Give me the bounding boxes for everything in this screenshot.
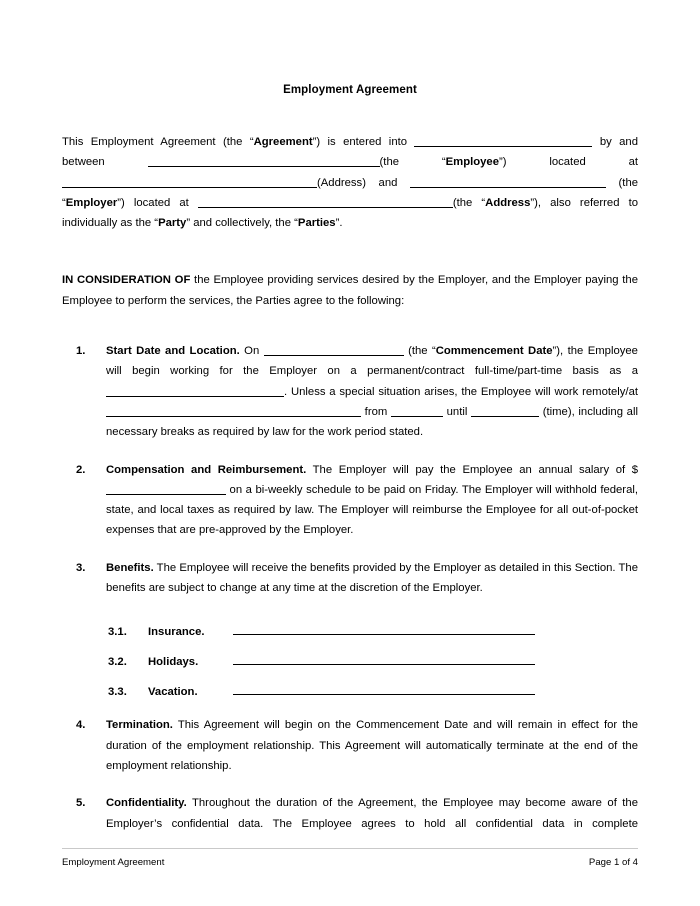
subclause-holidays [62,653,638,668]
subclause-label: Holidays. [148,656,199,669]
clause5-text-1: Throughout the duration of the Agreement, the Employee may become aware of the Employer’s confidential data. The Employee agrees to hold all confidential data in complete [106,797,638,830]
blank-employer-name[interactable] [410,175,606,188]
clause-body [106,341,638,442]
clause1-text-4: . Unless a special situation arises, the Employee will work remotely/at [284,385,638,398]
clause1-text-7: (time), including all necessary breaks as required by law for the work period stated. [106,405,638,439]
parties-paragraph [62,96,638,233]
subclause-insurance [62,623,638,638]
blank-work-location[interactable] [106,404,361,417]
blank-employee-address[interactable] [62,175,317,188]
clause-body [106,460,638,541]
parties-text-7: (the “ [62,176,639,209]
clause1-text-6: until [442,405,472,418]
parties-text-6: (Address) and [317,176,410,189]
footer-document-name: Employment Agreement [62,857,165,868]
term-parties: Parties [297,217,336,230]
blank-employment-basis[interactable] [106,384,284,397]
term-employer: Employer [65,196,118,209]
parties-text-10: ”), also referred to individually as the “ [62,196,638,230]
parties-text-8: ”) located at [117,196,198,209]
blank-start-time[interactable] [391,404,443,417]
clause-number: 1. [76,345,86,358]
consideration-text: the Employee providing services desired by the Employer, and the Employer paying the Employee to perform the services, the Parties agree to the following: [62,274,638,307]
subclause-number: 3.2. [108,656,127,669]
blank-employee-name[interactable] [148,154,380,167]
benefits-subclause-list [62,615,638,715]
clause-number: 3. [76,561,86,574]
clause-heading: Benefits. [106,561,154,574]
clause-body [106,793,638,834]
blank-vacation-details[interactable] [233,683,535,695]
parties-text-1: This Employment Agreement (the “ [62,136,254,148]
parties-text-3: by and between [62,136,639,169]
parties-text-2: ”) is entered into [312,136,415,148]
clause-number: 2. [76,463,86,476]
blank-holidays-details[interactable] [233,653,535,665]
clause1-text-5: from [361,405,391,418]
clause-start-date-and-location [62,341,638,442]
clause-heading: Confidentiality. [106,797,187,810]
subclause-number: 3.3. [108,686,127,699]
footer-page-number: Page 1 of 4 [588,857,638,868]
clause-heading: Start Date and Location. [106,345,240,358]
blank-commencement-date[interactable] [264,343,404,356]
term-address: Address [485,196,531,209]
clause-compensation-and-reimbursement [62,460,638,541]
clause2-text-2: on a bi-weekly schedule to be paid on Friday. The Employer will withhold federal, state, and local taxes as required by law. The Employer will reimburse the Employee for all out-of-pocket expenses that are pre-approved by the Employer. [106,483,638,537]
blank-employer-address[interactable] [198,195,453,208]
parties-text-12: ”. [335,217,343,230]
page-footer [62,848,638,868]
clause-list [62,311,638,834]
term-commencement-date: Commencement Date [435,345,553,358]
clause-number: 5. [76,797,86,810]
subclause-vacation [62,683,638,698]
subclause-number: 3.1. [108,626,127,639]
clause-confidentiality [62,793,638,834]
clause1-text-3: ”), the Employee will begin working for the Employer on a permanent/contract full-time/part-time basis as a [106,345,638,378]
clause-heading: Termination. [106,719,173,732]
clause2-text-1: The Employer will pay the Employee an annual salary of $ [306,463,638,476]
blank-date-entered[interactable] [414,134,592,147]
subclause-label: Insurance. [148,626,205,639]
term-agreement: Agreement [253,136,313,148]
consideration-lead: IN CONSIDERATION OF [62,274,191,287]
clause-heading: Compensation and Reimbursement. [106,463,307,476]
clause4-text-1: This Agreement will begin on the Commencement Date and will remain in effect for the duration of the employment relationship. This Agreement will automatically terminate at the end of the employment relationship. [106,719,638,772]
page-title: Employment Agreement [283,84,417,96]
term-party: Party [158,217,187,230]
clause-body [106,558,638,599]
clause-termination [62,715,638,776]
clause-body [106,715,638,776]
clause-benefits [62,558,638,599]
parties-text-9: (the “ [452,196,486,209]
parties-text-11: ” and collectively, the “ [186,217,298,230]
parties-text-4: (the “ [379,156,446,169]
clause3-text-1: The Employee will receive the benefits provided by the Employer as detailed in this Section. The benefits are subject to change at any time at the discretion of the Employer. [106,561,638,595]
blank-insurance-details[interactable] [233,623,535,635]
parties-text-5: ”) located at [498,156,639,169]
term-employee: Employee [445,156,499,169]
clause1-text-2: (the “ [403,345,436,358]
clause-number: 4. [76,719,86,732]
consideration-paragraph [62,233,638,311]
subclause-label: Vacation. [148,686,198,699]
blank-end-time[interactable] [471,404,539,417]
blank-annual-salary[interactable] [106,482,226,495]
clause1-text-1: On [239,345,264,358]
